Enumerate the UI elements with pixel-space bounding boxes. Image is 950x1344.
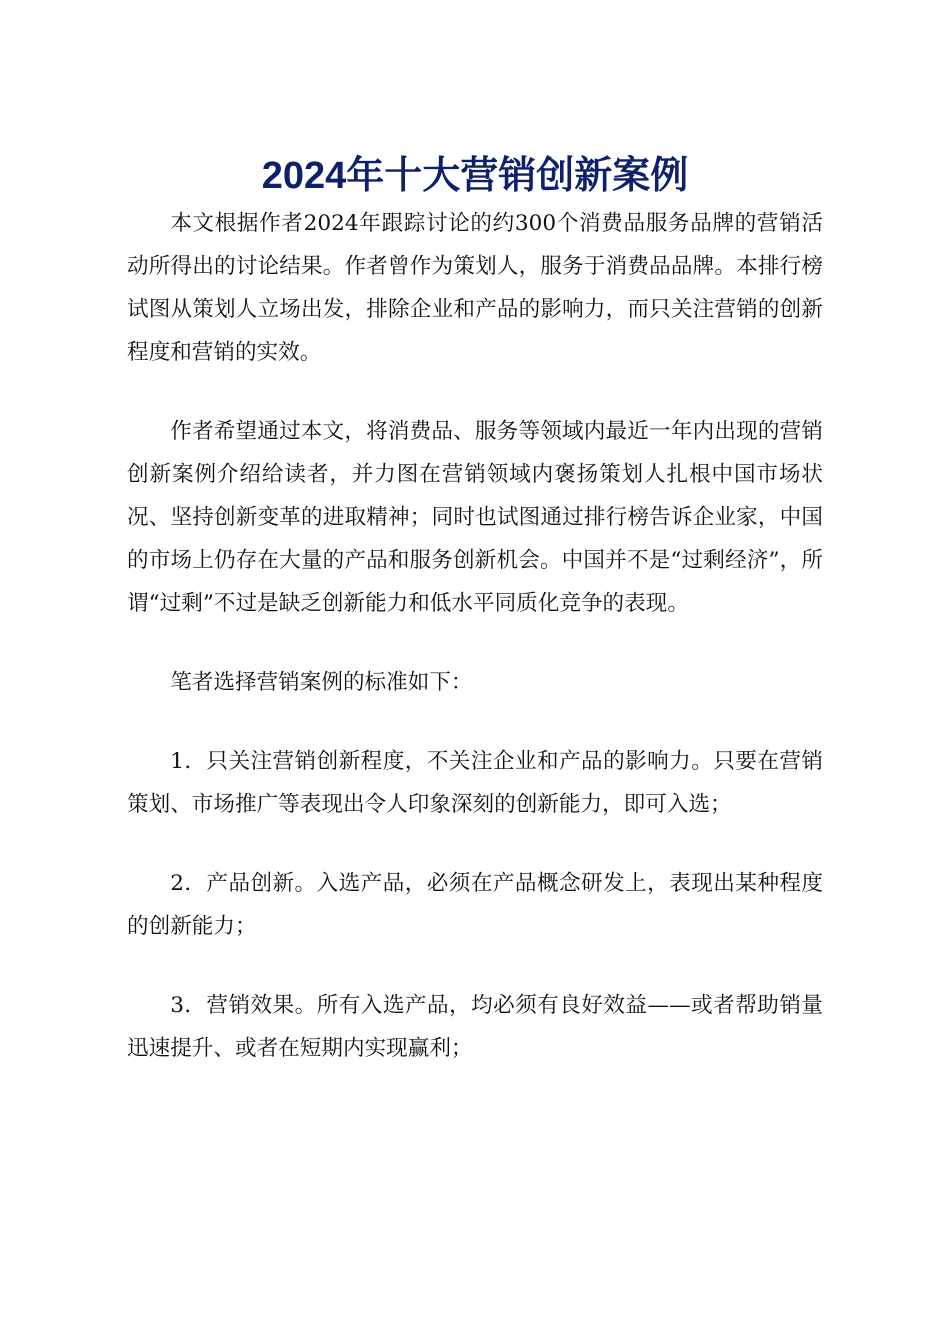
document-title: 2024年十大营销创新案例 [261,155,689,198]
criteria-intro-paragraph: 笔者选择营销案例的标准如下： [170,670,473,695]
criterion-3-paragraph: 3．营销效果。所有入选产品，均必须有良好效益——或者帮助销量迅速提升、或者在短期内实现赢利； [127,993,823,1061]
criterion-1-paragraph: 1．只关注营销创新程度，不关注企业和产品的影响力。只要在营销策划、市场推广等表现出令人印象深刻的创新能力，即可入选； [127,749,823,817]
criterion-2-paragraph: 2．产品创新。入选产品，必须在产品概念研发上，表现出某种程度的创新能力； [127,871,823,939]
intro-paragraph: 本文根据作者2024年跟踪讨论的约300个消费品服务品牌的营销活动所得出的讨论结果。作者曾作为策划人，服务于消费品品牌。本排行榜试图从策划人立场出发，排除企业和产品的影响力，而只关注营销的创新程度和营销的实效。 [127,211,823,365]
document-body [127,202,823,1070]
purpose-paragraph: 作者希望通过本文，将消费品、服务等领域内最近一年内出现的营销创新案例介绍给读者，并力图在营销领域内褒扬策划人扎根中国市场状况、坚持创新变革的进取精神；同时也试图通过排行榜告诉企业家，中国的市场上仍存在大量的产品和服务创新机会。中国并不是“过剩经济”，所谓“过剩”不过是缺乏创新能力和低水平同质化竞争的表现。 [127,419,823,616]
